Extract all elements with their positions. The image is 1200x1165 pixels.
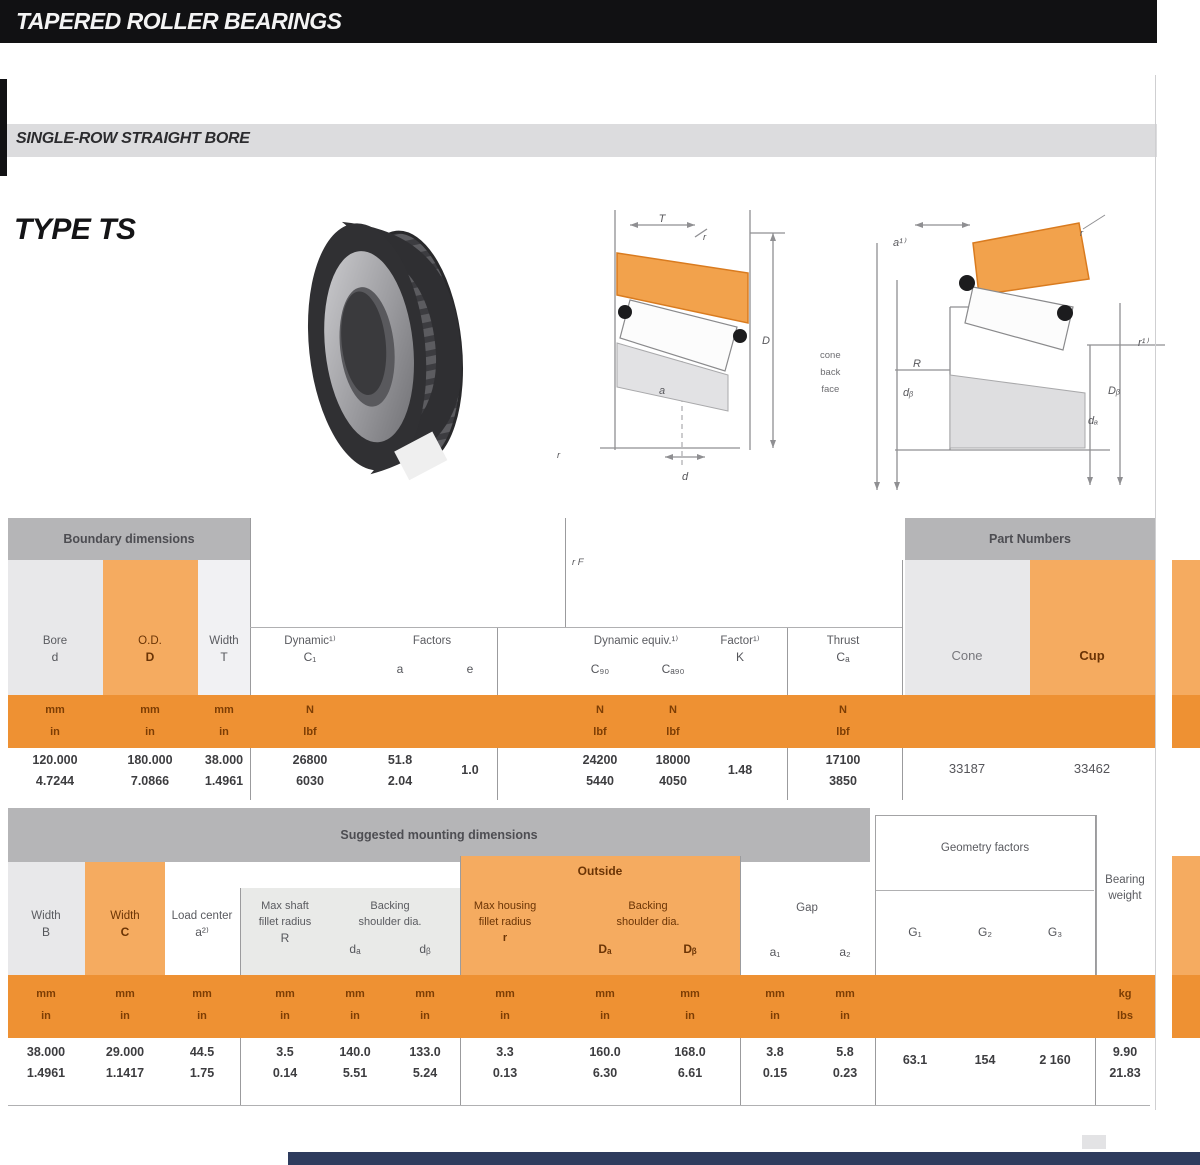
col-header-equiv: Dynamic equiv.¹⁾ xyxy=(593,635,679,647)
table-divider xyxy=(1095,815,1096,1105)
unit-cell: N lbf xyxy=(836,704,850,738)
unit-cell: N lbf xyxy=(666,704,680,738)
cell-cup-number: 33462 xyxy=(1073,761,1111,776)
ref-mark: r F xyxy=(572,557,584,568)
col-header-weight: Bearing weight xyxy=(1105,874,1145,902)
col-header-shaft-radius: Max shaft fillet radius R xyxy=(258,900,312,945)
cell-cone-number: 33187 xyxy=(948,761,986,776)
header-bg-od xyxy=(103,560,198,695)
dim-label-d: d xyxy=(681,471,689,483)
cell-dynamic: 26800 6030 xyxy=(292,753,328,788)
cell-gap-a2: 5.8 0.23 xyxy=(832,1045,858,1080)
dim-label-a: a xyxy=(659,385,666,397)
cell-b: 38.000 1.4961 xyxy=(26,1045,66,1080)
unit-cell: mm in xyxy=(115,988,135,1022)
col-header-width: Width T xyxy=(209,635,239,664)
col-header-backing-shaft: Backing shoulder dia. xyxy=(358,900,422,928)
cell-k: 1.48 xyxy=(727,763,753,777)
col-header-dynamic: Dynamic¹⁾ C₁ xyxy=(284,635,336,664)
dim-label-Db: Dᵦ xyxy=(1108,385,1121,397)
cell-gap-a1: 3.8 0.15 xyxy=(762,1045,788,1080)
next-page-bleed xyxy=(1172,975,1200,1038)
dim-label-r-bottom: r xyxy=(557,450,561,461)
col-header-a2: Load center a²⁾ xyxy=(171,910,233,939)
group-header-mounting: Suggested mounting dimensions xyxy=(8,808,870,862)
unit-cell: mm in xyxy=(140,704,160,738)
col-header-backing-housing: Backing shoulder dia. xyxy=(616,900,680,928)
col-header-c: Width C xyxy=(110,910,140,939)
next-page-bleed xyxy=(1172,856,1200,975)
page-edge-mark xyxy=(0,79,7,176)
unit-cell: N lbf xyxy=(303,704,317,738)
next-page-bleed xyxy=(1172,560,1200,695)
col-header-gap-a2: a₂ xyxy=(839,945,851,959)
diagram-note: cone back face xyxy=(820,350,841,395)
unit-cell: mm in xyxy=(345,988,365,1022)
col-header-g2: G₂ xyxy=(978,925,992,939)
group-header-geometry: Geometry factors xyxy=(940,842,1030,854)
unit-cell: mm in xyxy=(595,988,615,1022)
col-header-Db: Dᵦ xyxy=(683,942,697,956)
unit-cell: mm in xyxy=(275,988,295,1022)
group-header-part-numbers: Part Numbers xyxy=(905,518,1155,560)
cell-g3: 2 160 xyxy=(1039,1053,1071,1067)
page-title: TAPERED ROLLER BEARINGS xyxy=(16,8,342,34)
unit-cell: mm in xyxy=(835,988,855,1022)
table-divider xyxy=(565,518,566,627)
col-header-housing-radius: Max housing fillet radius r xyxy=(473,900,537,944)
col-header-gap-a1: a₁ xyxy=(769,945,781,959)
col-header-thrust: Thrust Cₐ xyxy=(826,635,860,664)
dim-label-da: dₐ xyxy=(1088,415,1099,427)
table-bottom-border xyxy=(8,1105,1150,1106)
header-bg-cup xyxy=(1030,560,1155,695)
col-header-a: a xyxy=(396,662,404,676)
col-header-ca90: Cₐ₉₀ xyxy=(661,662,685,676)
table-divider xyxy=(250,518,251,800)
cell-thrust: 17100 3850 xyxy=(825,753,861,788)
units-band xyxy=(8,975,1155,1038)
table-divider xyxy=(876,890,1094,891)
cell-a: 51.8 2.04 xyxy=(387,753,413,788)
col-header-c90: C₉₀ xyxy=(590,662,610,676)
unit-cell: N lbf xyxy=(593,704,607,738)
title-bar xyxy=(0,0,1157,43)
cell-da: 140.0 5.51 xyxy=(339,1045,371,1080)
cell-e: 1.0 xyxy=(461,763,479,777)
section-diagram xyxy=(545,195,795,495)
col-header-g3: G₃ xyxy=(1047,925,1063,939)
unit-cell: mm in xyxy=(415,988,435,1022)
subtitle-bar xyxy=(0,124,1157,157)
cell-od: 180.000 7.0866 xyxy=(127,753,173,788)
dim-label-r-top: r xyxy=(1080,228,1084,239)
col-header-factors: Factors xyxy=(412,635,452,647)
col-header-b: Width B xyxy=(31,910,61,939)
page-subtitle: SINGLE-ROW STRAIGHT BORE xyxy=(16,130,250,147)
page-gutter-line xyxy=(1155,75,1156,1110)
col-header-k: Factor¹⁾ K xyxy=(720,635,760,664)
col-header-da: dₐ xyxy=(349,942,361,956)
unit-cell: kg lbs xyxy=(1117,988,1133,1022)
units-band xyxy=(8,695,1155,748)
bearing-photo-image xyxy=(295,200,475,490)
unit-cell: mm in xyxy=(36,988,56,1022)
unit-cell: mm in xyxy=(765,988,785,1022)
unit-cell: mm in xyxy=(214,704,234,738)
unit-cell: mm in xyxy=(495,988,515,1022)
group-header-boundary-dimensions: Boundary dimensions xyxy=(8,518,250,560)
cell-db: 133.0 5.24 xyxy=(409,1045,441,1080)
col-header-cup: Cup xyxy=(1079,648,1105,663)
cell-c: 29.000 1.1417 xyxy=(105,1045,145,1080)
group-header-outside: Outside xyxy=(577,864,623,878)
dim-label-r1: r¹⁾ xyxy=(1138,337,1149,349)
cell-r: 3.3 0.13 xyxy=(492,1045,518,1080)
col-header-cone: Cone xyxy=(951,648,983,663)
group-header-gap: Gap xyxy=(796,902,818,914)
footer-mark xyxy=(1082,1135,1106,1149)
table-divider xyxy=(250,627,902,628)
unit-cell: mm in xyxy=(680,988,700,1022)
bearing-photo xyxy=(295,200,475,490)
cell-width: 38.000 1.4961 xyxy=(204,753,244,788)
dim-label-db: dᵦ xyxy=(903,387,914,399)
cell-ca90: 18000 4050 xyxy=(655,753,691,788)
cell-Da: 160.0 6.30 xyxy=(589,1045,621,1080)
cell-g2: 154 xyxy=(974,1053,996,1067)
section-diagram-image xyxy=(545,195,795,495)
cell-a2: 44.5 1.75 xyxy=(189,1045,215,1080)
col-header-bore: Bore d xyxy=(42,635,68,664)
cell-weight: 9.90 21.83 xyxy=(1109,1045,1141,1080)
next-page-bleed xyxy=(1172,695,1200,748)
cell-c90: 24200 5440 xyxy=(582,753,618,788)
dim-label-a1: a¹⁾ xyxy=(893,237,906,249)
unit-cell: mm in xyxy=(45,704,65,738)
type-heading: TYPE TS xyxy=(14,213,136,246)
header-bg-cone xyxy=(905,560,1030,695)
col-header-db: dᵦ xyxy=(419,942,431,956)
col-header-od: O.D. D xyxy=(138,635,162,664)
header-bg-width xyxy=(198,560,250,695)
dim-label-R: R xyxy=(913,358,921,370)
header-bg-bore xyxy=(8,560,103,695)
cell-Db: 168.0 6.61 xyxy=(674,1045,706,1080)
dim-label-r-top: r xyxy=(703,232,707,243)
unit-cell: mm in xyxy=(192,988,212,1022)
dim-label-T: T xyxy=(658,213,666,225)
col-header-e: e xyxy=(466,662,474,676)
footer-bar xyxy=(288,1152,1200,1165)
col-header-Da: Dₐ xyxy=(598,942,612,956)
table-divider xyxy=(902,560,903,800)
mounting-diagram xyxy=(855,195,1175,505)
cell-g1: 63.1 xyxy=(902,1053,928,1067)
cell-R: 3.5 0.14 xyxy=(272,1045,298,1080)
dim-label-D: D xyxy=(762,335,770,347)
col-header-g1: G₁ xyxy=(908,925,922,939)
cell-bore: 120.000 4.7244 xyxy=(32,753,78,788)
